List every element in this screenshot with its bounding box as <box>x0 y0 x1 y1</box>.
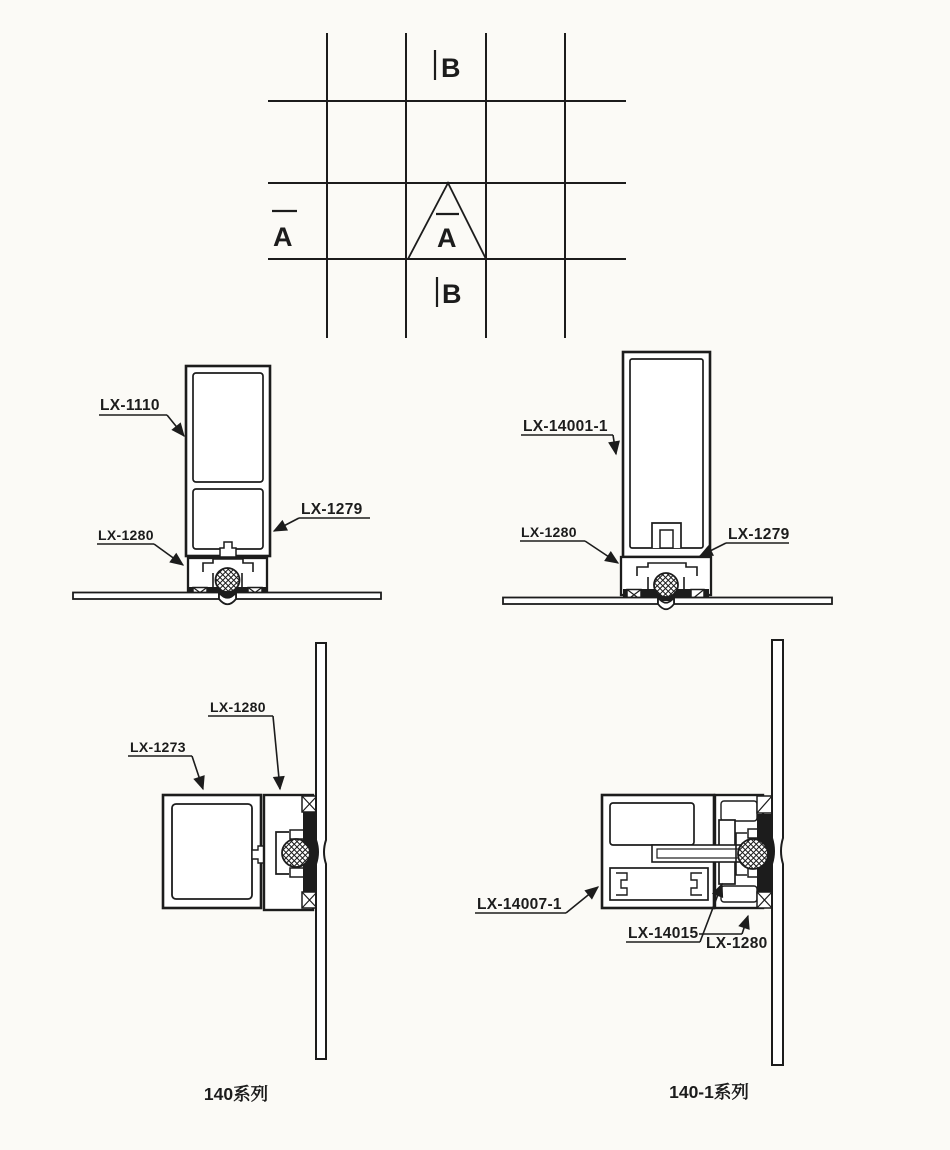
caption-140-series: 140系列 <box>203 1084 269 1104</box>
glass-pane-vertical <box>772 640 783 1065</box>
leader-lx-1273 <box>192 756 203 789</box>
connector-stub-bottom <box>290 868 304 877</box>
section-140-1-vertical <box>503 352 832 609</box>
mullion-chamber <box>630 359 703 548</box>
label-lx-1279: LX-1279 <box>728 526 790 543</box>
label-lx-14015: LX-14015 <box>628 925 699 942</box>
key-plan <box>268 33 626 338</box>
section-140-1-horizontal <box>475 640 783 1065</box>
label-lx-1110: LX-1110 <box>100 397 160 414</box>
mullion-chamber-top <box>193 373 263 482</box>
label-lx-1279: LX-1279 <box>301 501 363 518</box>
glass-pane-left <box>73 593 219 600</box>
label-lx-1273: LX-1273 <box>130 739 186 755</box>
section-marker-b-top: B <box>441 53 461 83</box>
caption-140-1-series: 140-1系列 <box>669 1082 749 1102</box>
glass-pane-left <box>503 598 658 605</box>
section-marker-a-center: A <box>437 223 457 253</box>
glass-pane-right <box>674 598 832 605</box>
leader-lx-1280 <box>273 716 280 789</box>
leader-lx-1280 <box>742 916 748 934</box>
screw-boss-stem <box>660 530 673 548</box>
leader-lx-1279 <box>274 518 299 531</box>
section-marker-b-bottom: B <box>442 279 462 309</box>
seal-crosshatch-circle <box>738 839 768 869</box>
connector-chamber-bottom <box>721 886 757 902</box>
label-lx-1280: LX-1280 <box>706 935 768 952</box>
transom-chamber-top <box>610 803 694 845</box>
mullion-chamber-bottom <box>193 489 263 549</box>
glass-pane-vertical <box>316 643 326 1059</box>
leader-lx-1280 <box>154 544 183 565</box>
label-lx-14007-1: LX-14007-1 <box>477 896 562 913</box>
leader-lx-14001-1 <box>613 435 616 454</box>
seal-crosshatch-circle <box>282 839 310 867</box>
label-lx-1280: LX-1280 <box>210 699 266 715</box>
anchor-x-box <box>302 892 317 908</box>
anchor-x-box <box>302 796 317 812</box>
label-lx-1280: LX-1280 <box>521 524 577 540</box>
glass-pane-right <box>236 593 381 600</box>
connector-stub-top <box>290 830 304 839</box>
leader-lx-14007-1 <box>566 887 598 913</box>
tongue-bar-inner <box>657 849 740 858</box>
leader-lx-1110 <box>167 415 184 436</box>
seal-crosshatch-circle <box>216 568 240 592</box>
transom-chamber <box>172 804 252 899</box>
section-140-vertical <box>73 366 381 604</box>
section-marker-a-left: A <box>273 222 293 252</box>
label-lx-14001-1: LX-14001-1 <box>523 418 608 435</box>
leader-lx-1280 <box>585 541 618 563</box>
anchor-diagonal-box <box>757 796 772 813</box>
seal-crosshatch-circle <box>654 573 678 597</box>
label-lx-1280: LX-1280 <box>98 527 154 543</box>
section-140-horizontal <box>128 643 326 1059</box>
connector-chamber-top <box>721 801 757 821</box>
anchor-x-box <box>757 892 772 908</box>
